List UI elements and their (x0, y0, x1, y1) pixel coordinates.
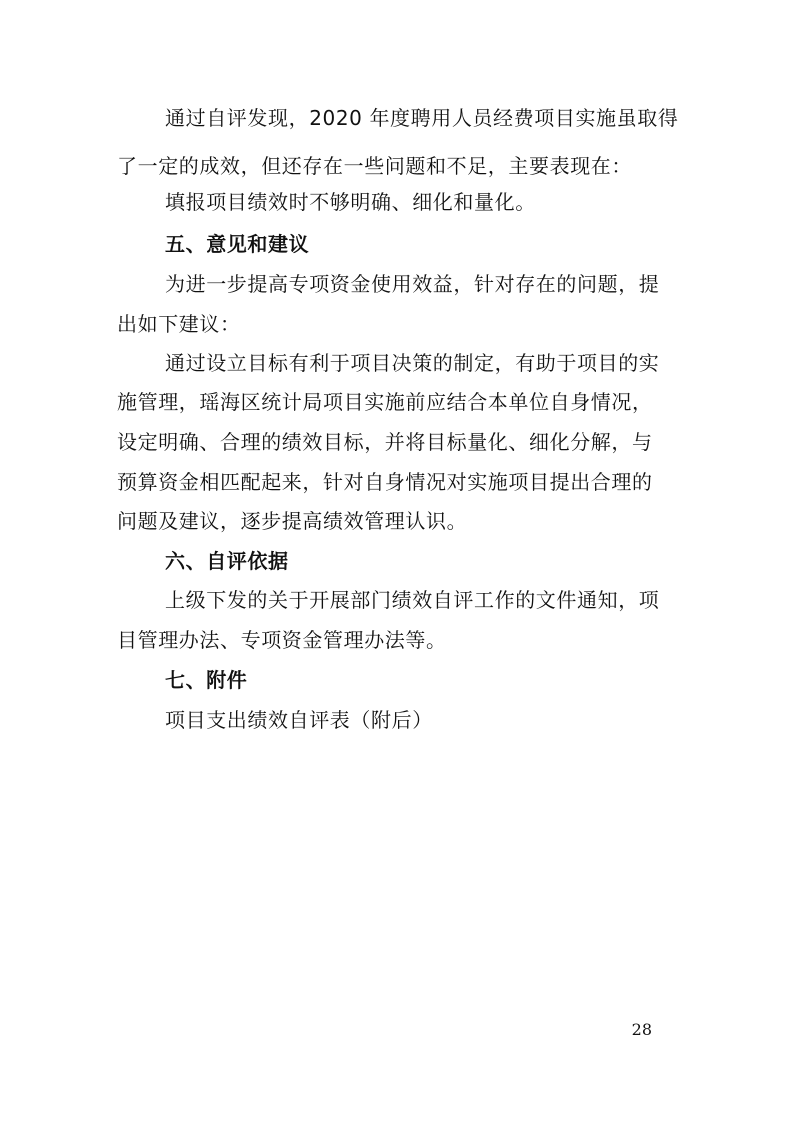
paragraph-line: 问题及建议，逐步提高绩效管理认识。 (117, 509, 468, 533)
paragraph-line: 通过设立目标有利于项目决策的制定，有助于项目的实 (165, 351, 660, 375)
paragraph-line: 填报项目绩效时不够明确、细化和量化。 (165, 190, 536, 214)
paragraph-line: 为进一步提高专项资金使用效益，针对存在的问题，提 (165, 272, 660, 296)
paragraph-line: 预算资金相匹配起来，针对自身情况对实施项目提出合理的 (117, 470, 653, 494)
paragraph-line: 项目支出绩效自评表（附后） (165, 708, 433, 732)
paragraph-line: 目管理办法、专项资金管理办法等。 (117, 628, 447, 652)
paragraph-line: 了一定的成效，但还存在一些问题和不足，主要表现在： (117, 154, 632, 178)
section-heading: 五、意见和建议 (165, 232, 310, 256)
paragraph-line: 通过自评发现，2020 年度聘用人员经费项目实施虽取得 (165, 106, 679, 130)
page-number: 28 (631, 1020, 652, 1039)
paragraph-line: 施管理，瑶海区统计局项目实施前应结合本单位自身情况， (117, 390, 653, 414)
section-heading: 六、自评依据 (165, 549, 289, 573)
paragraph-line: 出如下建议： (117, 312, 241, 336)
section-heading: 七、附件 (165, 668, 248, 692)
paragraph-line: 设定明确、合理的绩效目标，并将目标量化、细化分解，与 (117, 430, 653, 454)
paragraph-line: 上级下发的关于开展部门绩效自评工作的文件通知，项 (165, 588, 660, 612)
